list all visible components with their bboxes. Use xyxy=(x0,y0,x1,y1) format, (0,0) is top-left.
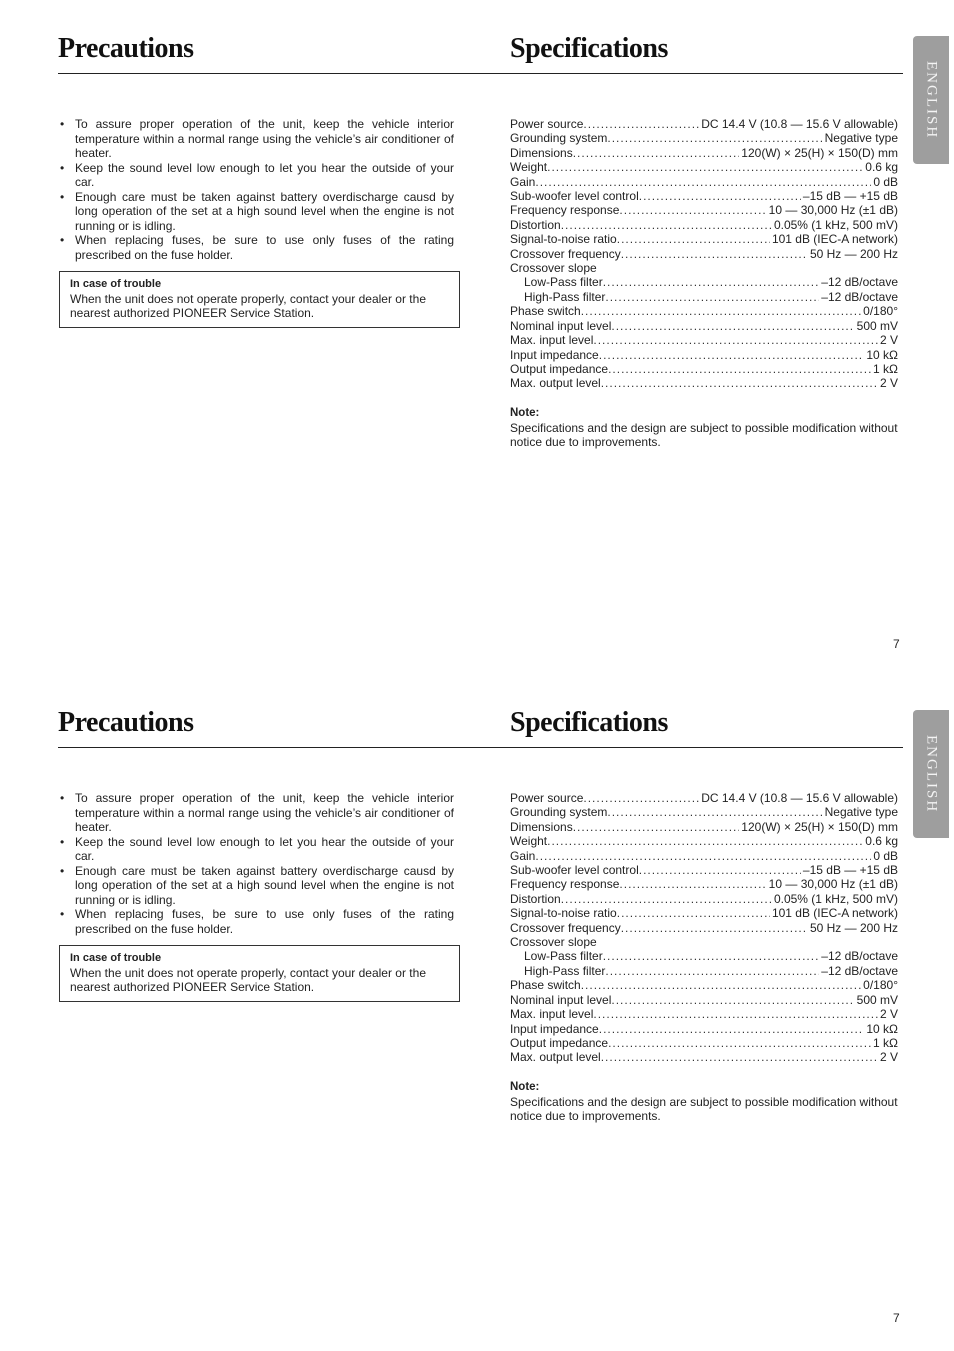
note-title: Note: xyxy=(510,407,540,419)
spec-row: Frequency response ..... 10 — 30,000 Hz (±1 dB) xyxy=(510,203,898,217)
spec-row: Max. output level ..... 2 V xyxy=(510,1050,898,1064)
note-title: Note: xyxy=(510,1081,540,1093)
spec-row: Grounding system ..... Negative type xyxy=(510,805,898,819)
spec-row: Dimensions ..... 120(W) × 25(H) × 150(D) mm xyxy=(510,146,898,160)
spec-row: Distortion ..... 0.05% (1 kHz, 500 mV) xyxy=(510,218,898,232)
precaution-item: • When replacing fuses, be sure to use only fuses of the rating prescribed on the fuse holder. xyxy=(58,233,454,262)
spec-row: Power source ..... DC 14.4 V (10.8 — 15.6 V allowable) xyxy=(510,117,898,131)
spec-row: Frequency response ..... 10 — 30,000 Hz (±1 dB) xyxy=(510,877,898,891)
specifications-heading: Specifications xyxy=(510,707,668,738)
precaution-item: • Keep the sound level low enough to let you hear the outside of your car. xyxy=(58,161,454,190)
specifications-heading: Specifications xyxy=(510,33,668,64)
trouble-box xyxy=(59,945,460,1002)
note-text: Specifications and the design are subject to possible modification without notice due to improvements. xyxy=(510,420,898,449)
language-tab-label: ENGLISH xyxy=(923,734,940,814)
trouble-box xyxy=(59,271,460,328)
precaution-item: • Enough care must be taken against battery overdischarge causd by long operation of the set at a high sound level when the engine is not running or is idling. xyxy=(58,864,454,908)
trouble-text: When the unit does not operate properly, contact your dealer or the nearest authorized PIONEER Service Station. xyxy=(70,291,426,320)
spec-row: Phase switch ..... 0/180° xyxy=(510,304,898,318)
spec-row: Crossover frequency ..... 50 Hz — 200 Hz xyxy=(510,247,898,261)
spec-row: Sub-woofer level control ..... –15 dB — +15 dB xyxy=(510,189,898,203)
language-tab-label: ENGLISH xyxy=(923,60,940,140)
page-number: 7 xyxy=(893,1311,900,1325)
precaution-item: • Enough care must be taken against battery overdischarge causd by long operation of the set at a high sound level when the engine is not running or is idling. xyxy=(58,190,454,234)
spec-row: Dimensions ..... 120(W) × 25(H) × 150(D) mm xyxy=(510,820,898,834)
language-tab xyxy=(913,36,949,164)
spec-row: Output impedance ..... 1 kΩ xyxy=(510,362,898,376)
spec-row: Signal-to-noise ratio ..... 101 dB (IEC-A network) xyxy=(510,232,898,246)
page-number: 7 xyxy=(893,637,900,651)
spec-row: Output impedance ..... 1 kΩ xyxy=(510,1036,898,1050)
spec-row: Phase switch ..... 0/180° xyxy=(510,978,898,992)
precautions-heading: Precautions xyxy=(58,707,194,738)
spec-row: Max. output level ..... 2 V xyxy=(510,376,898,390)
spec-row: Nominal input level ..... 500 mV xyxy=(510,319,898,333)
spec-row: Max. input level ..... 2 V xyxy=(510,1007,898,1021)
spec-row: Weight ..... 0.6 kg xyxy=(510,160,898,174)
spec-row: Signal-to-noise ratio ..... 101 dB (IEC-A network) xyxy=(510,906,898,920)
page-top xyxy=(0,0,954,675)
trouble-text: When the unit does not operate properly, contact your dealer or the nearest authorized PIONEER Service Station. xyxy=(70,965,426,994)
trouble-title: In case of trouble xyxy=(70,952,162,964)
language-tab xyxy=(913,710,949,838)
spec-row: Max. input level ..... 2 V xyxy=(510,333,898,347)
spec-row: High-Pass filter ..... –12 dB/octave xyxy=(510,964,898,978)
precautions-list xyxy=(58,117,454,262)
note-text: Specifications and the design are subject to possible modification without notice due to improvements. xyxy=(510,1094,898,1123)
precaution-item: • To assure proper operation of the unit, keep the vehicle interior temperature within a normal range using the vehicle’s air conditioner of heater. xyxy=(58,117,454,161)
spec-row: Gain ..... 0 dB xyxy=(510,175,898,189)
trouble-title: In case of trouble xyxy=(70,278,162,290)
spec-row: Low-Pass filter ..... –12 dB/octave xyxy=(510,275,898,289)
precautions-list xyxy=(58,791,454,936)
spec-row: High-Pass filter ..... –12 dB/octave xyxy=(510,290,898,304)
spec-row: Crossover frequency ..... 50 Hz — 200 Hz xyxy=(510,921,898,935)
spec-row: Sub-woofer level control ..... –15 dB — +15 dB xyxy=(510,863,898,877)
note-block xyxy=(510,406,903,450)
spec-row: Distortion ..... 0.05% (1 kHz, 500 mV) xyxy=(510,892,898,906)
precaution-item: • Keep the sound level low enough to let you hear the outside of your car. xyxy=(58,835,454,864)
spec-row: Grounding system ..... Negative type xyxy=(510,131,898,145)
specs-table xyxy=(510,791,898,1065)
spec-row: Crossover slope xyxy=(510,261,597,276)
spec-row: Crossover slope xyxy=(510,935,597,950)
spec-row: Gain ..... 0 dB xyxy=(510,849,898,863)
spec-row: Nominal input level ..... 500 mV xyxy=(510,993,898,1007)
page-bottom xyxy=(0,674,954,1349)
spec-row: Weight ..... 0.6 kg xyxy=(510,834,898,848)
spec-row: Low-Pass filter ..... –12 dB/octave xyxy=(510,949,898,963)
spec-row: Input impedance ..... 10 kΩ xyxy=(510,348,898,362)
precaution-item: • When replacing fuses, be sure to use only fuses of the rating prescribed on the fuse holder. xyxy=(58,907,454,936)
spec-row: Input impedance ..... 10 kΩ xyxy=(510,1022,898,1036)
heading-rule xyxy=(58,747,903,748)
note-block xyxy=(510,1080,903,1124)
spec-row: Power source ..... DC 14.4 V (10.8 — 15.6 V allowable) xyxy=(510,791,898,805)
heading-rule xyxy=(58,73,903,74)
precaution-item: • To assure proper operation of the unit, keep the vehicle interior temperature within a normal range using the vehicle’s air conditioner of heater. xyxy=(58,791,454,835)
specs-table xyxy=(510,117,898,391)
precautions-heading: Precautions xyxy=(58,33,194,64)
